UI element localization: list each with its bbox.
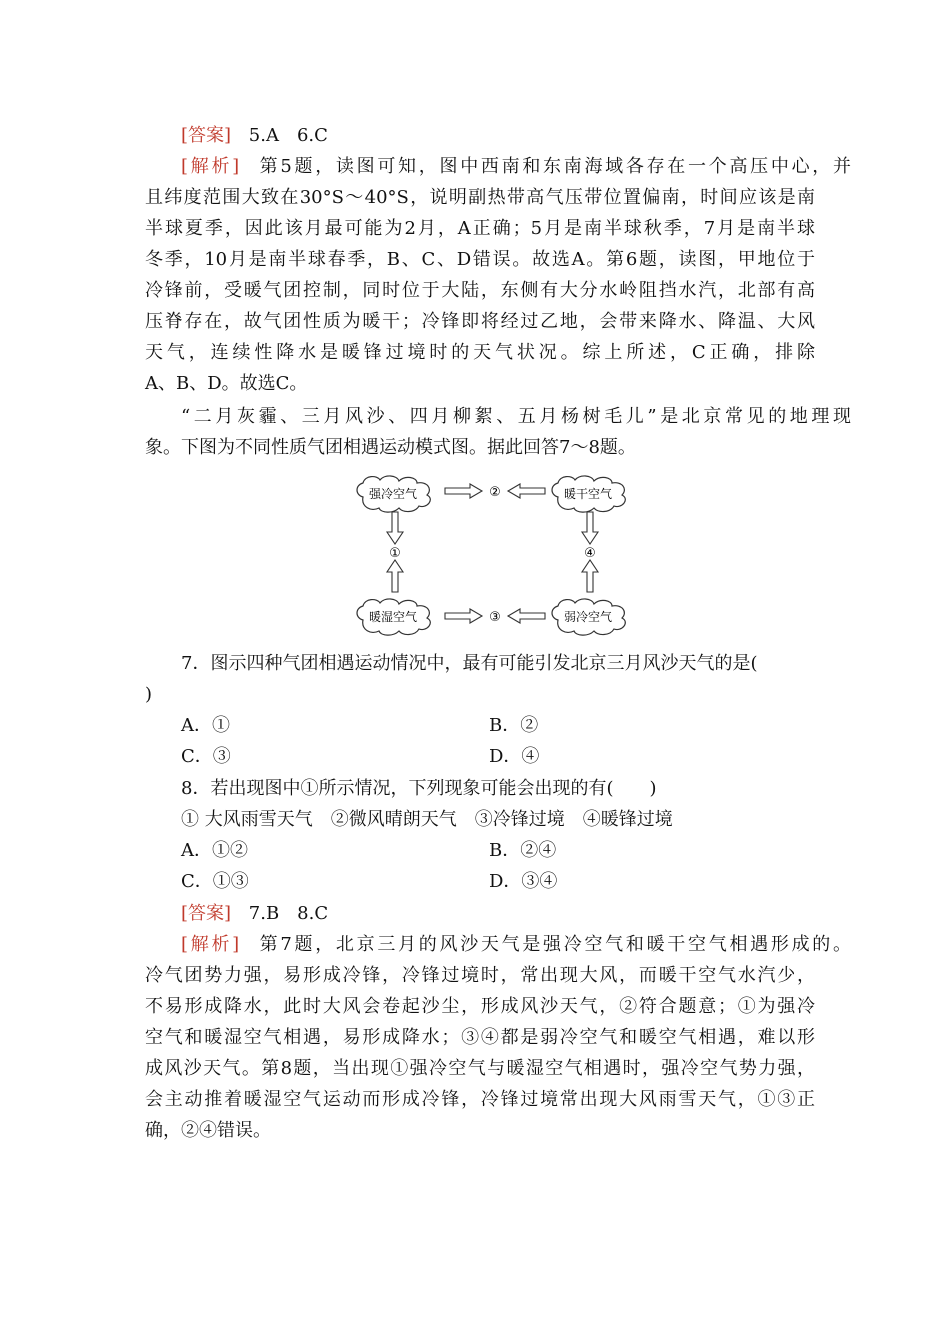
- answer-text: 7.B 8.C: [248, 903, 329, 924]
- analysis-line: 冷气团势力强，易形成冷锋，冷锋过境时，常出现大风，而暖干空气水汽少，: [145, 965, 815, 986]
- q8-stem: 8．若出现图中①所示情况，下列现象可能会出现的有( ): [181, 778, 657, 799]
- analysis-line: 成风沙天气。第8题，当出现①强冷空气与暖湿空气相遇时，强冷空气势力强，: [145, 1058, 815, 1079]
- analysis-text: 第7题，北京三月的风沙天气是强冷空气和暖干空气相遇形成的。: [259, 934, 851, 955]
- label-3: ③: [489, 610, 501, 625]
- analysis-line: 会主动推着暖湿空气运动而形成冷锋，冷锋过境常出现大风雨雪天气，①③正: [145, 1089, 815, 1110]
- q7-stem: 7．图示四种气团相遇运动情况中，最有可能引发北京三月风沙天气的是(: [181, 653, 758, 674]
- arrow-right-icon: [445, 609, 482, 623]
- cloud-top-left: [357, 476, 430, 512]
- analysis-line: 半球夏季，因此该月最可能为2月，A正确；5月是南半球秋季，7月是南半球: [145, 218, 815, 239]
- answer-tag: [答案]: [181, 125, 232, 146]
- q7-option-c: C．③: [181, 746, 231, 767]
- q8-option-d: D．③④: [489, 871, 558, 892]
- analysis-line: [145, 151, 851, 182]
- cloud-label: 暖湿空气: [368, 610, 418, 624]
- cloud-label: 暖干空气: [563, 487, 613, 501]
- q7-option-b: B．②: [489, 715, 539, 736]
- answer-tag: [答案]: [181, 903, 232, 924]
- q8-items: ① 大风雨雪天气 ②微风晴朗天气 ③冷锋过境 ④暖锋过境: [181, 809, 673, 830]
- cloud-bottom-left: [357, 599, 430, 635]
- label-4: ④: [584, 546, 596, 561]
- analysis-tag: [解析]: [181, 156, 240, 177]
- cloud-bottom-right: [552, 599, 625, 635]
- q8-option-b: B．②④: [489, 840, 557, 861]
- analysis-line: A、B、D。故选C。: [145, 373, 308, 394]
- analysis-line: 空气和暖湿空气相遇，易形成降水；③④都是弱冷空气和暖空气相遇，难以形: [145, 1027, 815, 1048]
- analysis-line: 不易形成降水，此时大风会卷起沙尘，形成风沙天气，②符合题意；①为强冷: [145, 996, 815, 1017]
- q8-option-a: A．①②: [181, 840, 248, 861]
- label-2: ②: [489, 485, 501, 500]
- arrow-right-icon: [445, 484, 482, 498]
- q8-option-c: C．①③: [181, 871, 249, 892]
- analysis-line: 冬季，10月是南半球春季，B、C、D错误。故选A。第6题，读图，甲地位于: [145, 249, 815, 270]
- arrow-down-icon: [387, 512, 403, 544]
- arrow-down-icon: [582, 512, 598, 544]
- analysis-text: 第5题，读图可知，图中西南和东南海域各存在一个高压中心，并: [259, 156, 851, 177]
- analysis-tag: [解析]: [181, 934, 240, 955]
- arrow-left-icon: [508, 609, 545, 623]
- analysis-line: 确，②④错误。: [145, 1120, 271, 1141]
- answer-line-2: [145, 898, 851, 929]
- q7-option-a: A．①: [181, 715, 230, 736]
- intro-line: “二月灰霾、三月风沙、四月柳絮、五月杨树毛儿”是北京常见的地理现: [181, 406, 851, 427]
- analysis-line: [145, 929, 851, 960]
- air-mass-diagram: [350, 470, 640, 640]
- arrow-left-icon: [508, 484, 545, 498]
- analysis-line: 天气，连续性降水是暖锋过境时的天气状况。综上所述，C正确，排除: [145, 342, 815, 363]
- analysis-line: 压脊存在，故气团性质为暖干；冷锋即将经过乙地，会带来降水、降温、大风: [145, 311, 815, 332]
- q7-stem-end: ): [145, 684, 153, 705]
- cloud-label: 弱冷空气: [563, 610, 613, 624]
- label-1: ①: [389, 546, 401, 561]
- answer-line-1: [145, 120, 851, 151]
- cloud-top-right: [552, 476, 625, 512]
- cloud-label: 强冷空气: [368, 487, 418, 501]
- arrow-up-icon: [582, 560, 598, 592]
- arrow-up-icon: [387, 560, 403, 592]
- answer-text: 5.A 6.C: [248, 125, 328, 146]
- q7-option-d: D．④: [489, 746, 540, 767]
- analysis-line: 冷锋前，受暖气团控制，同时位于大陆，东侧有大分水岭阻挡水汽，北部有高: [145, 280, 815, 301]
- intro-line: 象。下图为不同性质气团相遇运动模式图。据此回答7～8题。: [145, 437, 636, 458]
- analysis-line: 且纬度范围大致在30°S～40°S，说明副热带高气压带位置偏南，时间应该是南: [145, 187, 815, 208]
